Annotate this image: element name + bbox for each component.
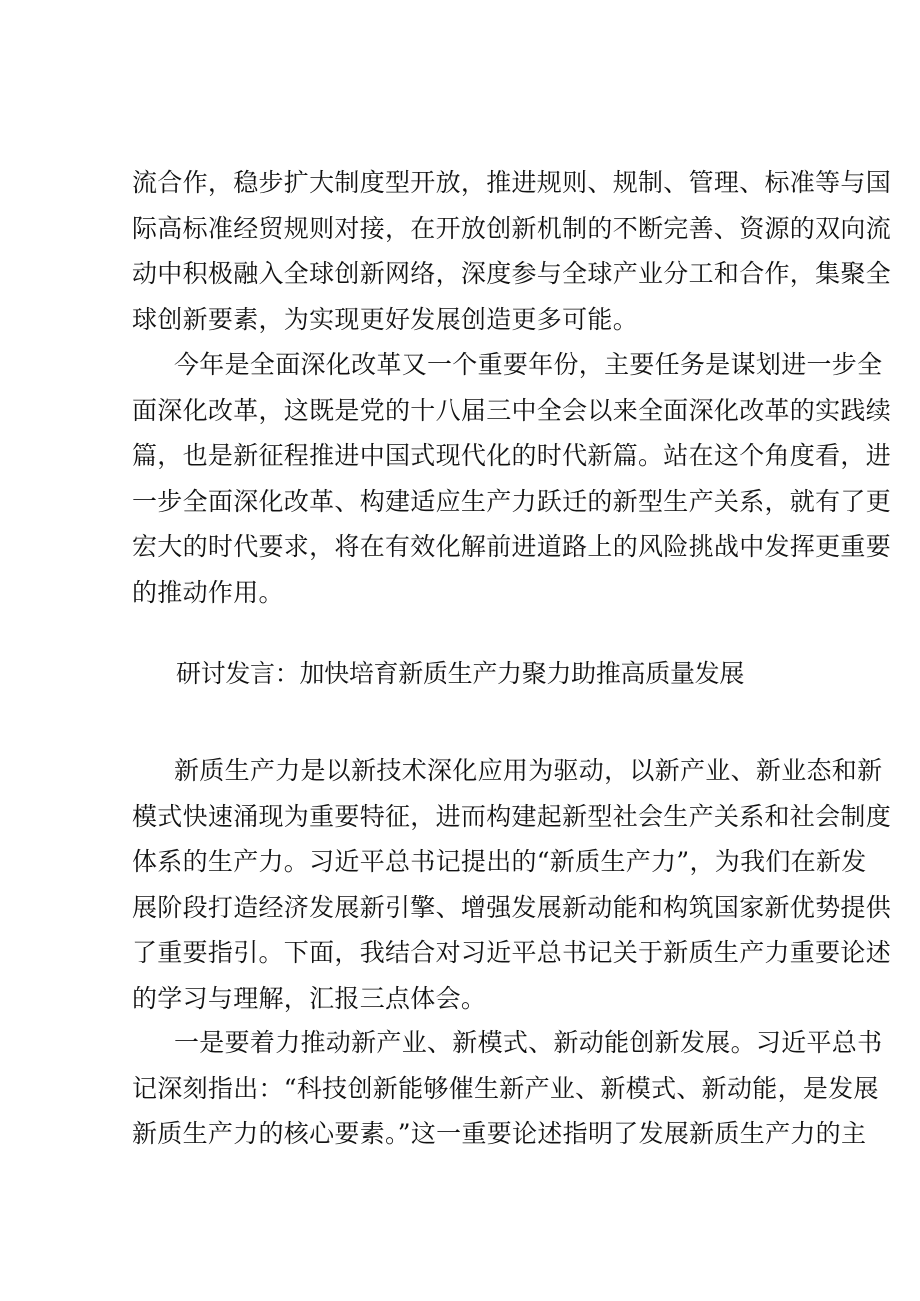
text-line: 新质生产力的核心要素。”这一重要论述指明了发展新质生产力的主 [132, 1119, 867, 1148]
point-one-paragraph [132, 1020, 883, 1157]
text-line: 球创新要素，为实现更好发展创造更多可能。 [132, 304, 639, 334]
text-line: 流合作，稳步扩大制度型开放，推进规则、规制、管理、标准等与国 [132, 168, 892, 197]
text-line: 展阶段打造经济发展新引擎、增强发展新动能和构筑国家新优势提供 [132, 892, 892, 922]
reform-paragraph [132, 342, 892, 615]
text-line: 宏大的时代要求，将在有效化解前进道路上的风险挑战中发挥更重要 [132, 532, 892, 561]
text-line: 模式快速涌现为重要特征，进而构建起新型社会生产关系和社会制度 [132, 801, 892, 831]
text-line: 新质生产力是以新技术深化应用为驱动，以新产业、新业态和新 [174, 756, 883, 785]
new-productivity-paragraph [132, 748, 892, 1021]
text-line: 面深化改革，这既是党的十八届三中全会以来全面深化改革的实践续 [132, 395, 892, 425]
text-line: 一是要着力推动新产业、新模式、新动能创新发展。习近平总书 [174, 1028, 883, 1057]
text-line: 体系的生产力。习近平总书记提出的“新质生产力”，为我们在新发 [132, 847, 867, 876]
text-line: 了重要指引。下面，我结合对习近平总书记关于新质生产力重要论述 [132, 938, 892, 967]
text-line: 动中积极融入全球创新网络，深度参与全球产业分工和合作，集聚全 [132, 259, 892, 288]
text-line: 今年是全面深化改革又一个重要年份，主要任务是谋划进一步全 [174, 350, 883, 379]
text-line: 际高标准经贸规则对接，在开放创新机制的不断完善、资源的双向流 [132, 213, 892, 243]
continuation-paragraph [132, 160, 892, 342]
text-line: 记深刻指出：“科技创新能够催生新产业、新模式、新动能，是发展 [132, 1073, 879, 1103]
text-line: 一步全面深化改革、构建适应生产力跃迁的新型生产关系，就有了更 [132, 486, 892, 516]
text-line: 的推动作用。 [132, 577, 284, 607]
section-title: 研讨发言：加快培育新质生产力聚力助推高质量发展 [175, 659, 745, 688]
text-line: 的学习与理解，汇报三点体会。 [132, 983, 487, 1013]
text-line: 篇，也是新征程推进中国式现代化的时代新篇。站在这个角度看，进 [132, 441, 892, 470]
